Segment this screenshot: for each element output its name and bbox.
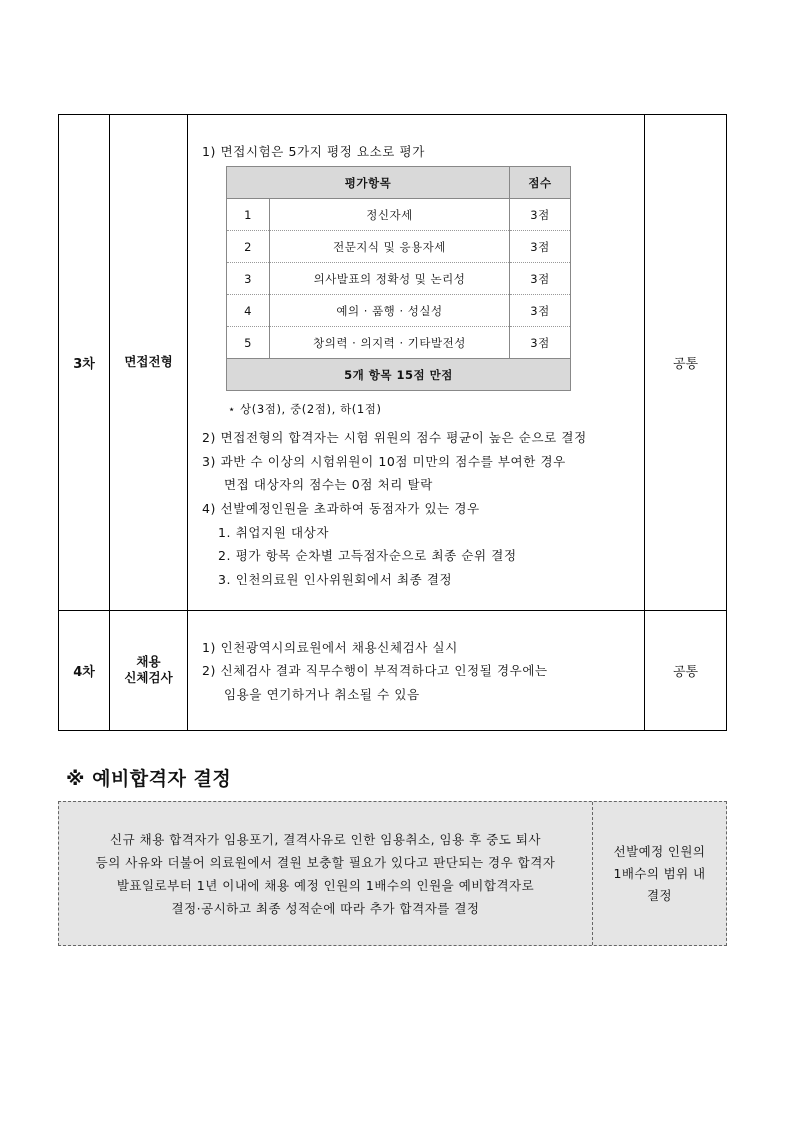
table-row [227,199,571,231]
stage3-line: 2. 평가 항목 순차별 고득점자순으로 최종 순위 결정 [218,548,517,563]
stage4-note: 공통 [645,610,727,730]
reserve-section-title: ※ 예비합격자 결정 [66,768,232,790]
row-no: 4 [227,295,270,327]
reserve-side-line: 1배수의 범위 내 [613,865,706,881]
row-item: 정신자세 [270,199,510,231]
header-score: 점수 [510,167,571,199]
reserve-side-line: 결정 [647,887,672,903]
stage3-line: 면접 대상자의 점수는 0점 처리 탈락 [224,477,433,492]
stage4-type-line: 채용 [136,654,161,670]
stage4-description [188,610,645,730]
stage4-type [110,610,188,730]
stage3-line: 3) 과반 수 이상의 시험위원이 10점 미만의 점수를 부여한 경우 [202,454,566,469]
stage3-row [59,115,727,611]
stage3-label: 3차 [59,115,110,611]
reserve-side-note [593,802,726,945]
table-total: 5개 항목 15점 만점 [227,359,571,391]
table-row [227,295,571,327]
reserve-text-line: 결정·공시하고 최종 성적순에 따라 추가 합격자를 결정 [171,900,480,916]
row-no: 1 [227,199,270,231]
table-total-row [227,359,571,391]
reserve-text-line: 등의 사유와 더불어 의료원에서 결원 보충할 필요가 있다고 판단되는 경우 합격자 [95,854,556,870]
header-item: 평가항목 [227,167,510,199]
row-item: 예의 · 품행 · 성실성 [270,295,510,327]
reserve-description [59,802,593,945]
stage4-type-line: 신체검사 [124,670,173,686]
stage3-description [188,115,645,611]
row-no: 2 [227,231,270,263]
stage4-label: 4차 [59,610,110,730]
stage4-line: 2) 신체검사 결과 직무수행이 부적격하다고 인정될 경우에는 [202,662,548,678]
stage4-line: 임용을 연기하거나 취소될 수 있음 [224,686,420,702]
stage4-row [59,610,727,730]
row-item: 전문지식 및 응용자세 [270,231,510,263]
stage3-type: 면접전형 [110,115,188,611]
row-score: 3점 [510,199,571,231]
stage3-line: 1. 취업지원 대상자 [218,525,329,540]
row-score: 3점 [510,263,571,295]
table-row [227,263,571,295]
row-no: 5 [227,327,270,359]
row-score: 3점 [510,231,571,263]
table-row [227,327,571,359]
row-item: 의사발표의 정확성 및 논리성 [270,263,510,295]
stage3-line: 2) 면접전형의 합격자는 시험 위원의 점수 평균이 높은 순으로 결정 [202,430,587,445]
scale-note: ⋆ 상(3점), 중(2점), 하(1점) [228,402,382,416]
table-row [227,231,571,263]
selection-process-table [58,114,727,731]
reserve-side-line: 선발예정 인원의 [613,843,706,859]
row-no: 3 [227,263,270,295]
row-score: 3점 [510,327,571,359]
reserve-text-line: 발표일로부터 1년 이내에 채용 예정 인원의 1배수의 인원을 예비합격자로 [116,877,535,893]
interview-score-table [226,166,571,391]
row-item: 창의력 · 의지력 · 기타발전성 [270,327,510,359]
reserve-text-line: 신규 채용 합격자가 임용포기, 결격사유로 인한 임용취소, 임용 후 중도 퇴사 [110,831,541,847]
stage3-line: 3. 인천의료원 인사위원회에서 최종 결정 [218,572,453,587]
stage3-line: 4) 선발예정인원을 초과하여 동점자가 있는 경우 [202,501,480,516]
stage4-line: 1) 인천광역시의료원에서 채용신체검사 실시 [202,639,458,655]
row-score: 3점 [510,295,571,327]
reserve-box [58,801,727,946]
interview-intro: 1) 면접시험은 5가지 평정 요소로 평가 [202,144,425,159]
stage3-note: 공통 [645,115,727,611]
